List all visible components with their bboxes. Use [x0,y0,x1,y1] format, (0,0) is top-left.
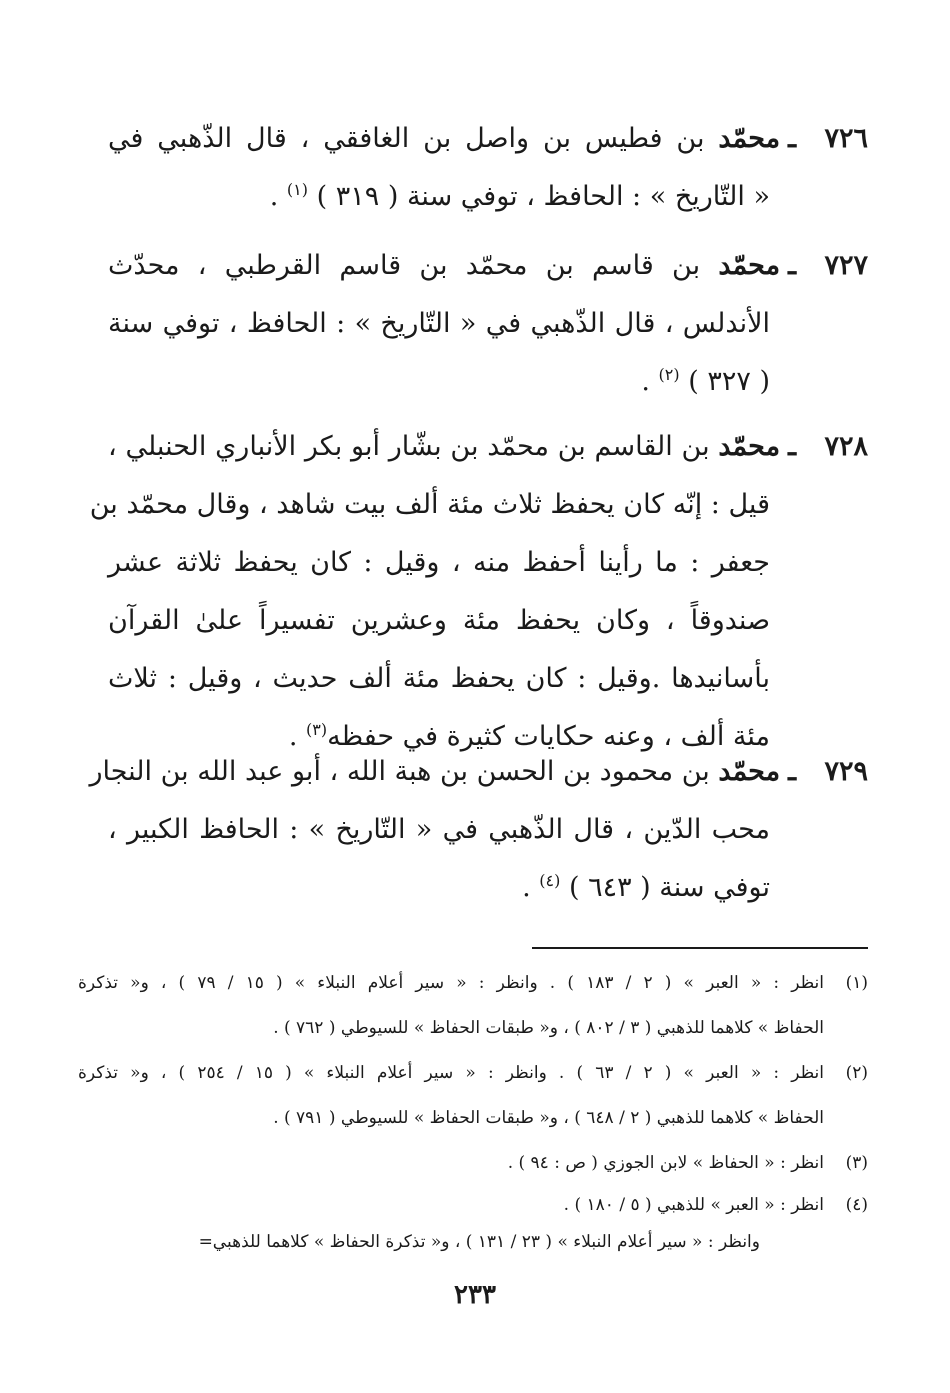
entry-text: بن قاسم بن محمّد بن قاسم القرطبي ، محدّث [108,250,701,281]
entry-dash: ـ [788,756,796,787]
entry-text: بن محمود بن الحسن بن هبة الله ، أبو عبد الله بن النجار [89,756,710,787]
footnote-ref: (٣) [306,720,328,739]
entry-number: ٧٢٦ [824,123,869,154]
entry-text: بن القاسم بن محمّد بن بشّار أبو بكر الأنباري الحنبلي ، [108,431,710,462]
entry-dash: ـ [788,250,796,281]
footnote-text: انظر : « العبر » للذهبي ( ٥ / ١٨٠ ) . [563,1195,824,1215]
footnotes [78,962,868,1226]
entry-text: محب الدّين ، قال الذّهبي في « التّاريخ » : الحافظ الكبير ، [108,814,770,845]
entry-text: بأسانيدها .وقيل : كان يحفظ مئة ألف حديث ، وقيل : ثلاث [108,663,770,694]
footnote-text: انظر : « العبر » ( ٢ / ٦٣ ) . وانظر : « سير أعلام النبلاء » ( ١٥ / ٢٥٤ ) ، و« تذكرة [78,1063,824,1083]
footnote-marker: (٤) [845,1195,868,1215]
page-number: ٢٣٣ [454,1280,496,1310]
entry-line [108,353,868,411]
footnote-marker: (٢) [845,1063,868,1083]
footnote-2-continuation [78,1094,868,1142]
entry-first-line [108,110,868,168]
line-end: . [269,181,279,212]
entry-first-line [108,237,868,295]
footnote-text: الحفاظ » كلاهما للذهبي ( ٢ / ٦٤٨ ) ، و« طبقات الحفاظ » للسيوطي ( ٧٩١ ) . [273,1108,824,1128]
entry-line [89,476,868,534]
entry-text: قيل : إنّه كان يحفظ ثلاث مئة ألف بيت شاهد ، وقال محمّد بن [89,489,770,520]
footnote-text: انظر : « العبر » ( ٢ / ١٨٣ ) . وانظر : « سير أعلام النبلاء » ( ١٥ / ٧٩ ) ، و« تذكرة [78,973,824,993]
entry-line [108,534,868,592]
entry-line [108,295,868,353]
entry-line [108,859,868,917]
entry-text: جعفر : ما رأينا أحفظ منه ، وقيل : كان يحفظ ثلاثة عشر [108,547,770,578]
entry-text: ( ٣٢٧ ) [688,366,770,397]
entry-text: مئة ألف ، وعنه حكايات كثيرة في حفظه [327,721,770,752]
footnote-1-continuation [78,1004,868,1052]
line-end: . [641,366,650,397]
entry-line [108,592,868,650]
entry-text: بن فطيس بن واصل بن الغافقي ، قال الذّهبي في [108,123,705,154]
entry-name: محمّد [718,250,781,281]
entry-first-line [108,418,868,476]
entry-729 [89,743,868,917]
footnote-ref: (٤) [539,871,561,890]
entry-first-line [89,743,868,801]
entry-number: ٧٢٧ [824,250,868,281]
line-end: . [522,872,531,903]
footnote-1-line [78,962,868,1004]
entry-number: ٧٢٨ [824,431,868,462]
footnote-text: الحفاظ » كلاهما للذهبي ( ٣ / ٨٠٢ ) ، و« طبقات الحفاظ » للسيوطي ( ٧٦٢ ) . [273,1018,824,1038]
footnote-marker: (١) [845,973,868,993]
footnote-ref: (٢) [658,365,680,384]
footnote-separator [532,947,868,949]
footnote-4-line [78,1184,868,1226]
entry-name: محمّد [718,431,781,462]
line-end: . [288,721,298,752]
entry-text: توفي سنة ( ٦٤٣ ) [568,872,770,903]
footnote-2-line [78,1052,868,1094]
entry-line [108,650,868,708]
entry-dash: ـ [788,431,796,462]
entry-name: محمّد [718,123,781,154]
entry-line [108,801,868,859]
footnote-marker: (٣) [845,1153,868,1173]
footnote-3-line [78,1142,868,1184]
footnote-ref: (١) [286,180,309,199]
footnote-continuation: وانظر : « سير أعلام النبلاء » ( ٢٣ / ١٣١ ) ، و« تذكرة الحفاظ » كلاهما للذهبي= [198,1232,760,1252]
entry-text: صندوقاً ، وكان يحفظ مئة وعشرين تفسيراً علىٰ القرآن [108,605,770,636]
entry-726 [108,110,868,226]
entry-727 [108,237,868,411]
entry-text: « التّاريخ » : الحافظ ، توفي سنة ( ٣١٩ ) [316,181,770,212]
entry-text: الأندلس ، قال الذّهبي في « التّاريخ » : الحافظ ، توفي سنة [108,308,770,339]
entry-728 [89,418,868,766]
entry-name: محمّد [718,756,781,787]
entry-number: ٧٢٩ [824,756,868,787]
entry-line [108,168,868,226]
entry-dash: ـ [788,123,797,154]
footnote-text: انظر : « الحفاظ » لابن الجوزي ( ص : ٩٤ ) . [507,1153,824,1173]
